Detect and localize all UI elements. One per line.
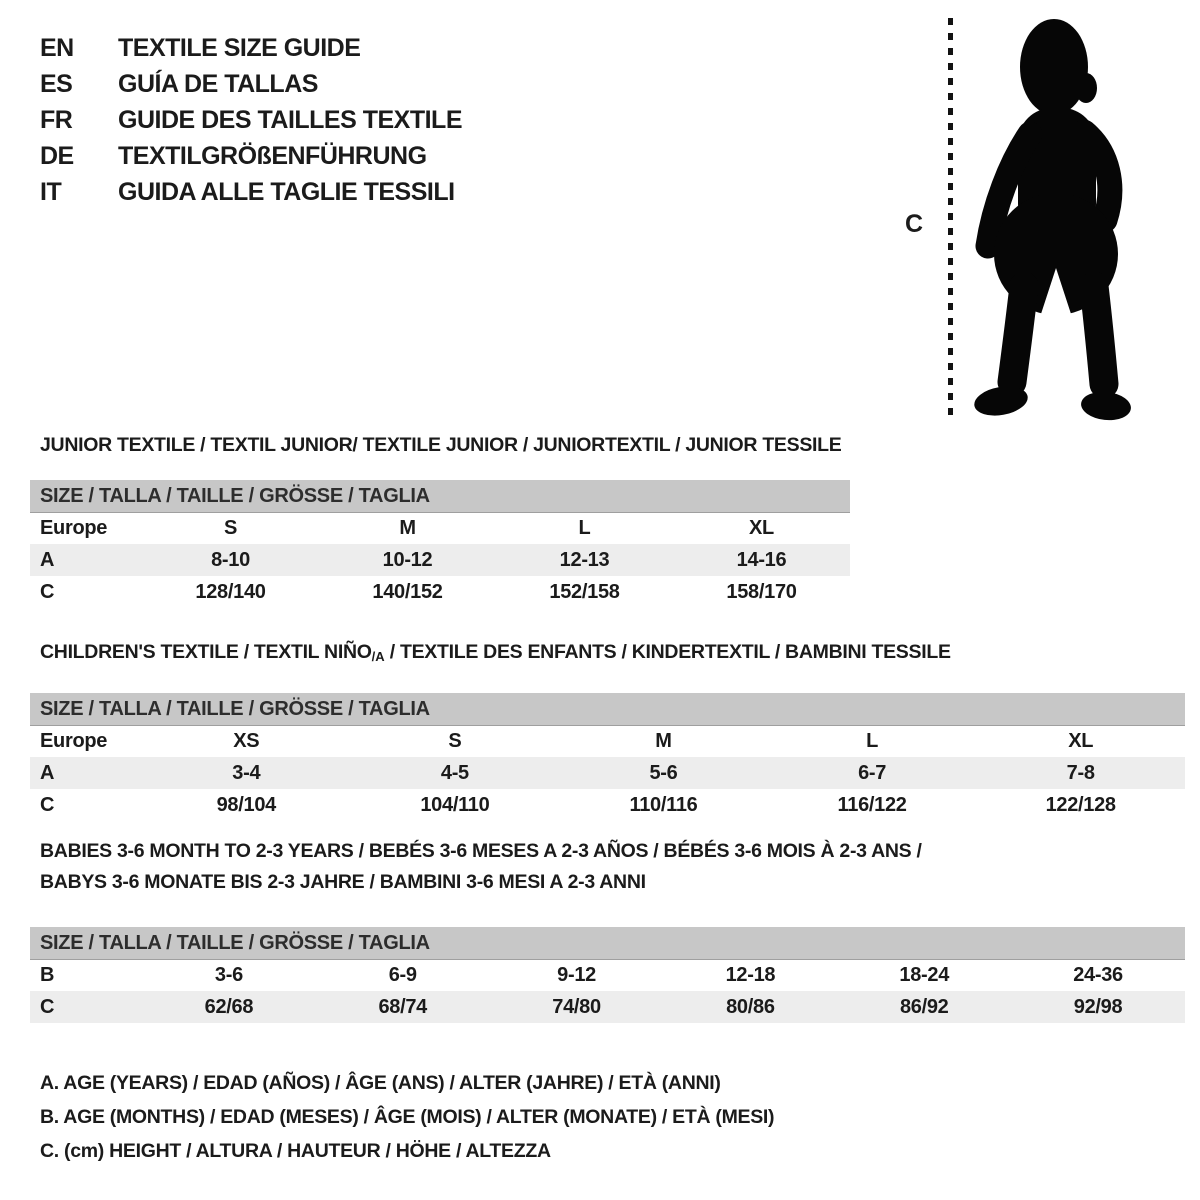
- row-label: Europe: [40, 729, 108, 752]
- row-label: C: [40, 995, 55, 1018]
- height-measure-label: C: [905, 210, 924, 238]
- size-cell: M: [399, 516, 416, 539]
- size-cell: XL: [1068, 729, 1094, 752]
- row-label: Europe: [40, 516, 108, 539]
- height-measure-dashed-line: [948, 18, 953, 418]
- size-cell: 140/152: [372, 580, 443, 603]
- language-code: IT: [40, 177, 62, 206]
- language-row: [40, 174, 462, 210]
- table-row: [30, 959, 1185, 991]
- table-row: [30, 991, 1185, 1023]
- size-cell: 158/170: [726, 580, 797, 603]
- section-title-main: CHILDREN'S TEXTILE / TEXTIL NIÑO: [40, 641, 372, 663]
- legend-line-a: A. AGE (YEARS) / EDAD (AÑOS) / ÂGE (ANS) / ALTER (JAHRE) / ETÀ (ANNI): [40, 1072, 721, 1094]
- table-row: [30, 725, 1185, 757]
- language-row: [40, 30, 462, 66]
- section-title: [40, 836, 1185, 898]
- section-title: JUNIOR TEXTILE / TEXTIL JUNIOR/ TEXTILE JUNIOR / JUNIORTEXTIL / JUNIOR TESSILE: [40, 434, 842, 456]
- size-cell: 18-24: [899, 963, 950, 986]
- size-header-bar: SIZE / TALLA / TAILLE / GRÖSSE / TAGLIA: [30, 927, 1185, 959]
- section-title-rest: / TEXTILE DES ENFANTS / KINDERTEXTIL / BAMBINI TESSILE: [384, 641, 951, 663]
- guide-title: GUÍA DE TALLAS: [118, 69, 318, 98]
- size-cell: S: [448, 729, 462, 752]
- size-cell: 8-10: [211, 548, 250, 571]
- size-cell: L: [866, 729, 879, 752]
- size-cell: L: [578, 516, 591, 539]
- size-cell: S: [223, 516, 238, 539]
- toddler-silhouette-icon: [958, 14, 1142, 426]
- size-cell: 14-16: [736, 548, 787, 571]
- size-cell: 7-8: [1066, 761, 1095, 784]
- section-babies-textile: [30, 836, 1185, 1023]
- size-cell: 62/68: [204, 995, 254, 1018]
- size-cell: 6-7: [858, 761, 887, 784]
- size-cell: 24-36: [1073, 963, 1123, 986]
- size-cell: 152/158: [549, 580, 620, 603]
- row-label: A: [40, 548, 55, 571]
- size-cell: 3-4: [232, 761, 261, 784]
- language-code: ES: [40, 69, 73, 98]
- table-row: [30, 576, 850, 608]
- size-cell: XS: [233, 729, 260, 752]
- row-label: C: [40, 793, 55, 816]
- size-cell: 110/116: [629, 793, 698, 816]
- size-cell: 12-13: [559, 548, 610, 571]
- size-cell: M: [655, 729, 672, 752]
- section-childrens-textile: [30, 641, 1185, 821]
- table-row: [30, 544, 850, 576]
- section-title: [40, 641, 1185, 668]
- legend-line-b: B. AGE (MONTHS) / EDAD (MESES) / ÂGE (MOIS) / ALTER (MONATE) / ETÀ (MESI): [40, 1106, 775, 1128]
- size-cell: 92/98: [1073, 995, 1123, 1018]
- size-cell: 86/92: [899, 995, 949, 1018]
- table-row: [30, 789, 1185, 821]
- size-cell: 74/80: [552, 995, 601, 1018]
- language-title-list: [40, 30, 462, 210]
- table-row: [30, 757, 1185, 789]
- table-row: [30, 512, 850, 544]
- size-cell: 122/128: [1045, 793, 1116, 816]
- size-cell: 3-6: [214, 963, 243, 986]
- size-cell: 10-12: [382, 548, 433, 571]
- section-title-subscript: /A: [371, 649, 385, 664]
- size-cell: 12-18: [725, 963, 776, 986]
- row-label: A: [40, 761, 55, 784]
- guide-title: GUIDA ALLE TAGLIE TESSILI: [118, 177, 455, 206]
- language-code: FR: [40, 105, 73, 134]
- size-cell: 6-9: [388, 963, 417, 986]
- size-cell: XL: [749, 516, 774, 539]
- language-code: EN: [40, 33, 74, 62]
- section-title-line2: BABYS 3-6 MONATE BIS 2-3 JAHRE / BAMBINI 3-6 MESI A 2-3 ANNI: [40, 871, 646, 893]
- measurement-legend: [40, 1066, 774, 1168]
- size-cell: 98/104: [216, 793, 276, 816]
- guide-title: TEXTILGRÖßENFÜHRUNG: [118, 141, 427, 170]
- size-cell: 116/122: [837, 793, 907, 816]
- section-title-line1: BABIES 3-6 MONTH TO 2-3 YEARS / BEBÉS 3-6 MESES A 2-3 AÑOS / BÉBÉS 3-6 MOIS À 2-3 ANS /: [40, 840, 922, 862]
- size-header-bar: SIZE / TALLA / TAILLE / GRÖSSE / TAGLIA: [30, 480, 850, 512]
- language-row: [40, 138, 462, 174]
- size-cell: 68/74: [378, 995, 428, 1018]
- size-cell: 80/86: [726, 995, 775, 1018]
- size-cell: 5-6: [649, 761, 678, 784]
- legend-line-c: C. (cm) HEIGHT / ALTURA / HAUTEUR / HÖHE / ALTEZZA: [40, 1140, 551, 1162]
- guide-title: TEXTILE SIZE GUIDE: [118, 33, 361, 62]
- language-row: [40, 102, 462, 138]
- guide-title: GUIDE DES TAILLES TEXTILE: [118, 105, 463, 134]
- size-cell: 4-5: [440, 761, 469, 784]
- row-label: B: [40, 963, 55, 986]
- section-junior-textile: [30, 434, 850, 608]
- size-cell: 128/140: [195, 580, 266, 603]
- size-cell: 9-12: [557, 963, 596, 986]
- language-code: DE: [40, 141, 74, 170]
- language-row: [40, 66, 462, 102]
- size-header-bar: SIZE / TALLA / TAILLE / GRÖSSE / TAGLIA: [30, 693, 1185, 725]
- size-cell: 104/110: [420, 793, 490, 816]
- row-label: C: [40, 580, 55, 603]
